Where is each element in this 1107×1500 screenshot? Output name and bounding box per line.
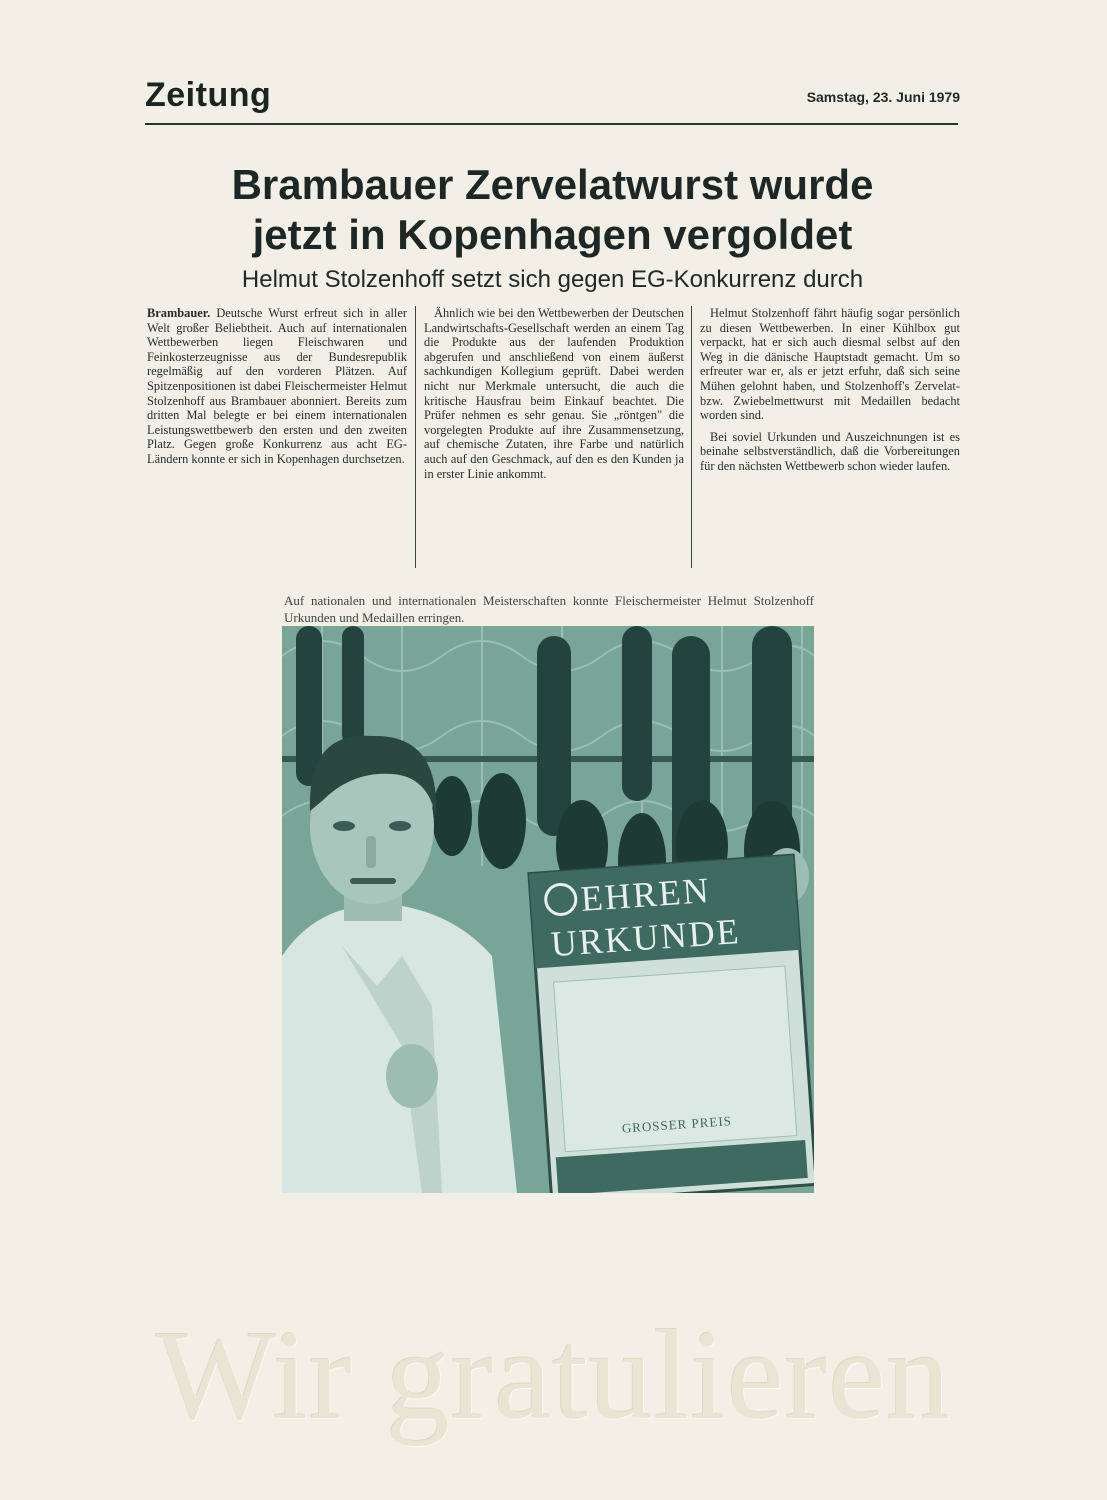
column-2-text: Ähnlich wie bei den Wettbewerben der Deutschen Landwirtschafts-Gesellschaft werden an einem Tag die Produkte aus der laufenden Produktion abgerufen und anschließend von einem äußerst sachkundigen Kollegium geprüft. Dabei werden nicht nur Merkmale untersucht, die auch die kritische Hausfrau beim Einkauf beachtet. Die Prüfer nehmen es sehr genau. Sie „röntgen" die vorgelegten Produkte auf ihre Zusammensetzung, auf chemische Zutaten, ihre Farbe und natürlich auch auf den Geschmack, auf den es den Kunden ja in erster Linie ankommt.	[424, 306, 684, 481]
column-divider	[691, 306, 692, 568]
certificate-title-line-1: EHREN	[579, 870, 712, 920]
issue-date: Samstag, 23. Juni 1979	[806, 89, 960, 105]
certificate-prize: GROSSER PREIS	[621, 1113, 733, 1136]
newspaper-masthead	[145, 76, 960, 126]
article-subheadline: Helmut Stolzenhoff setzt sich gegen EG-Konkurrenz durch	[241, 266, 864, 293]
article-dateline: Brambauer.	[147, 306, 211, 320]
article-column-2	[424, 306, 684, 568]
photo-illustration	[282, 626, 814, 1193]
column-divider	[415, 306, 416, 568]
article-column-1	[147, 306, 407, 568]
congratulation-watermark: Wir gratulieren	[155, 1304, 952, 1446]
newspaper-name: Zeitung	[145, 76, 272, 114]
certificate-title-line-2: URKUNDE	[549, 911, 742, 965]
photo-caption: Auf nationalen und internationalen Meisterschaften konnte Fleischermeister Helmut Stolzenhoff Urkunden und Medaillen erringen.	[284, 593, 814, 625]
masthead-divider	[145, 123, 958, 125]
article-column-3	[700, 306, 960, 568]
column-1-text: Deutsche Wurst erfreut sich in aller Welt großer Beliebtheit. Auch auf internationalen Wettbewerben liegen Fleischwaren und Feinkosterzeugnisse aus der Bundesrepublik regelmäßig auf den vorderen Plätzen. Auf Spitzenpositionen ist dabei Fleischermeister Helmut Stolzenhoff aus Brambauer abonniert. Bereits zum dritten Mal belegte er bei einem internationalen Leistungswettbewerb den ersten und den zweiten Platz. Gegen große Konkurrenz aus acht EG-Ländern konnte er sich in Kopenhagen durchsetzen.	[147, 306, 407, 466]
headline-line-1: Brambauer Zervelatwurst wurde	[231, 161, 874, 208]
article-headline	[145, 160, 960, 260]
column-3-paragraph-1: Helmut Stolzenhoff fährt häufig sogar persönlich zu diesen Wettbewerben. In einer Kühlbox gut verpackt, hat er sich auch diesmal selbst auf den Weg in die dänische Hauptstadt gemacht. Um so erfreuter war er, als er jetzt erfuhr, daß sich seine Mühen gelohnt haben, und Stolzenhoff's Zervelat- bzw. Zwiebelmettwurst mit Medaillen bedacht worden sind.	[700, 306, 960, 423]
column-3-paragraph-2: Bei soviel Urkunden und Auszeichnungen ist es beinahe selbstverständlich, daß die Vorbereitungen für den nächsten Wettbewerb schon wieder laufen.	[700, 429, 960, 473]
headline-line-2: jetzt in Kopenhagen vergoldet	[252, 211, 853, 258]
article-photo	[282, 626, 814, 1193]
